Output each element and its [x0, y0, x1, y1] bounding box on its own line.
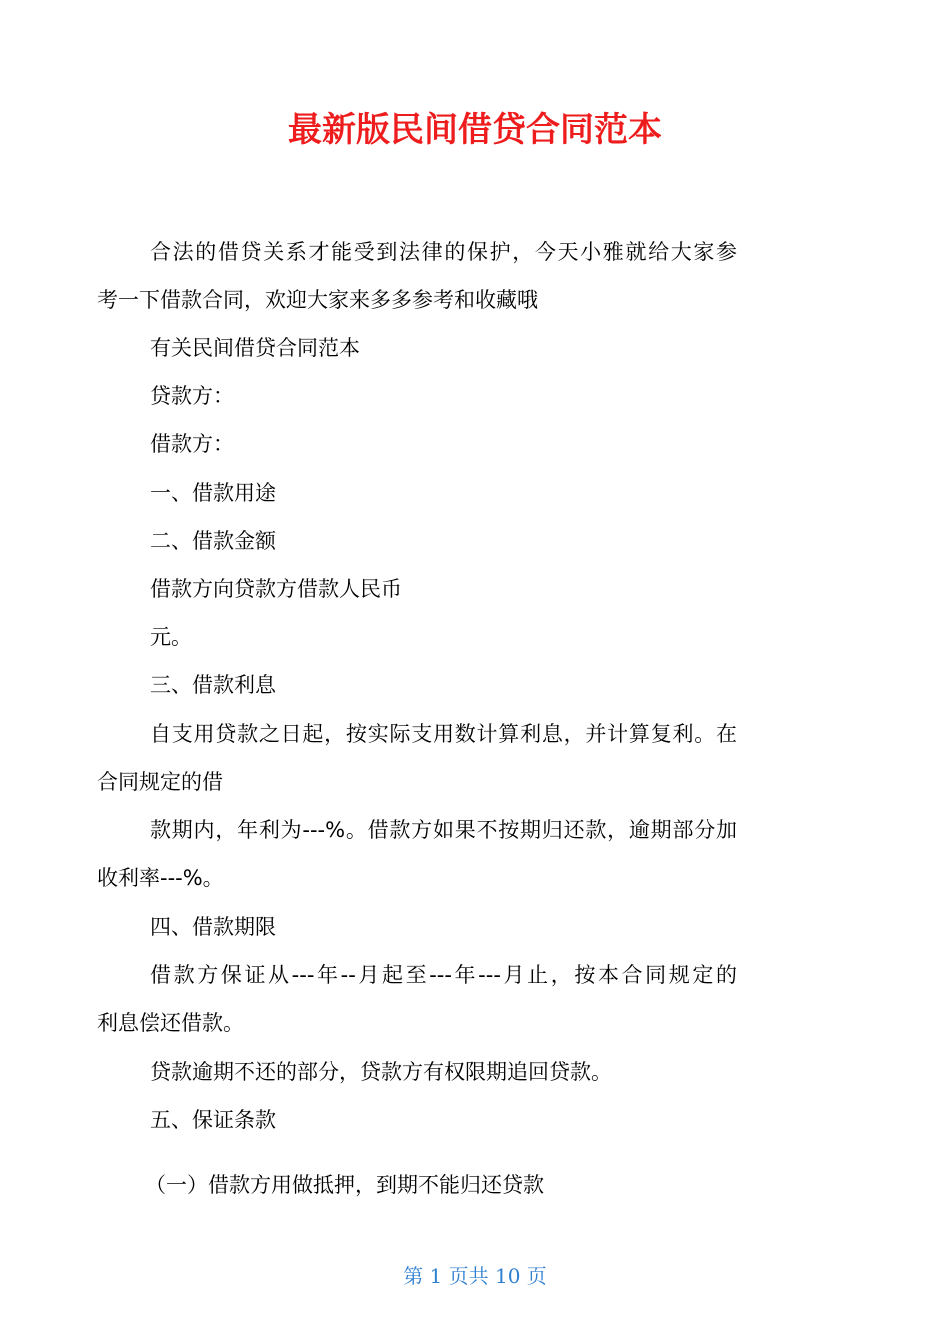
- interest-line-4: 收利率---%。: [97, 866, 224, 890]
- intro-line-2: 考一下借款合同，欢迎大家来多多参考和收藏哦: [97, 288, 538, 312]
- guarantee-clause-1: （一）借款方用做抵押，到期不能归还贷款: [145, 1173, 544, 1197]
- section-heading-interest: 三、借款利息: [150, 673, 276, 697]
- overdue-line: 贷款逾期不还的部分，贷款方有权限期追回贷款。: [150, 1060, 612, 1084]
- page-number-footer: 第 1 页共 10 页: [403, 1264, 547, 1288]
- interest-line-2: 合同规定的借: [97, 770, 223, 794]
- amount-line: 借款方向贷款方借款人民币: [150, 577, 402, 601]
- section-heading-guarantee: 五、保证条款: [150, 1108, 276, 1132]
- intro-line-1: 合法的借贷关系才能受到法律的保护，今天小雅就给大家参: [150, 240, 737, 264]
- subtitle-line: 有关民间借贷合同范本: [150, 336, 360, 360]
- section-heading-purpose: 一、借款用途: [150, 481, 276, 505]
- lender-line: 贷款方：: [150, 384, 234, 408]
- term-line-2: 利息偿还借款。: [97, 1011, 244, 1035]
- section-heading-amount: 二、借款金额: [150, 529, 276, 553]
- section-heading-term: 四、借款期限: [150, 915, 276, 939]
- interest-line-3: 款期内，年利为---%。借款方如果不按期归还款，逾期部分加: [150, 818, 737, 842]
- term-line-1: 借款方保证从---年--月起至---年---月止，按本合同规定的: [150, 963, 737, 987]
- interest-line-1: 自支用贷款之日起，按实际支用数计算利息，并计算复利。在: [150, 722, 737, 746]
- borrower-line: 借款方：: [150, 432, 234, 456]
- amount-unit-line: 元。: [150, 625, 192, 649]
- document-title: 最新版民间借贷合同范本: [288, 110, 662, 150]
